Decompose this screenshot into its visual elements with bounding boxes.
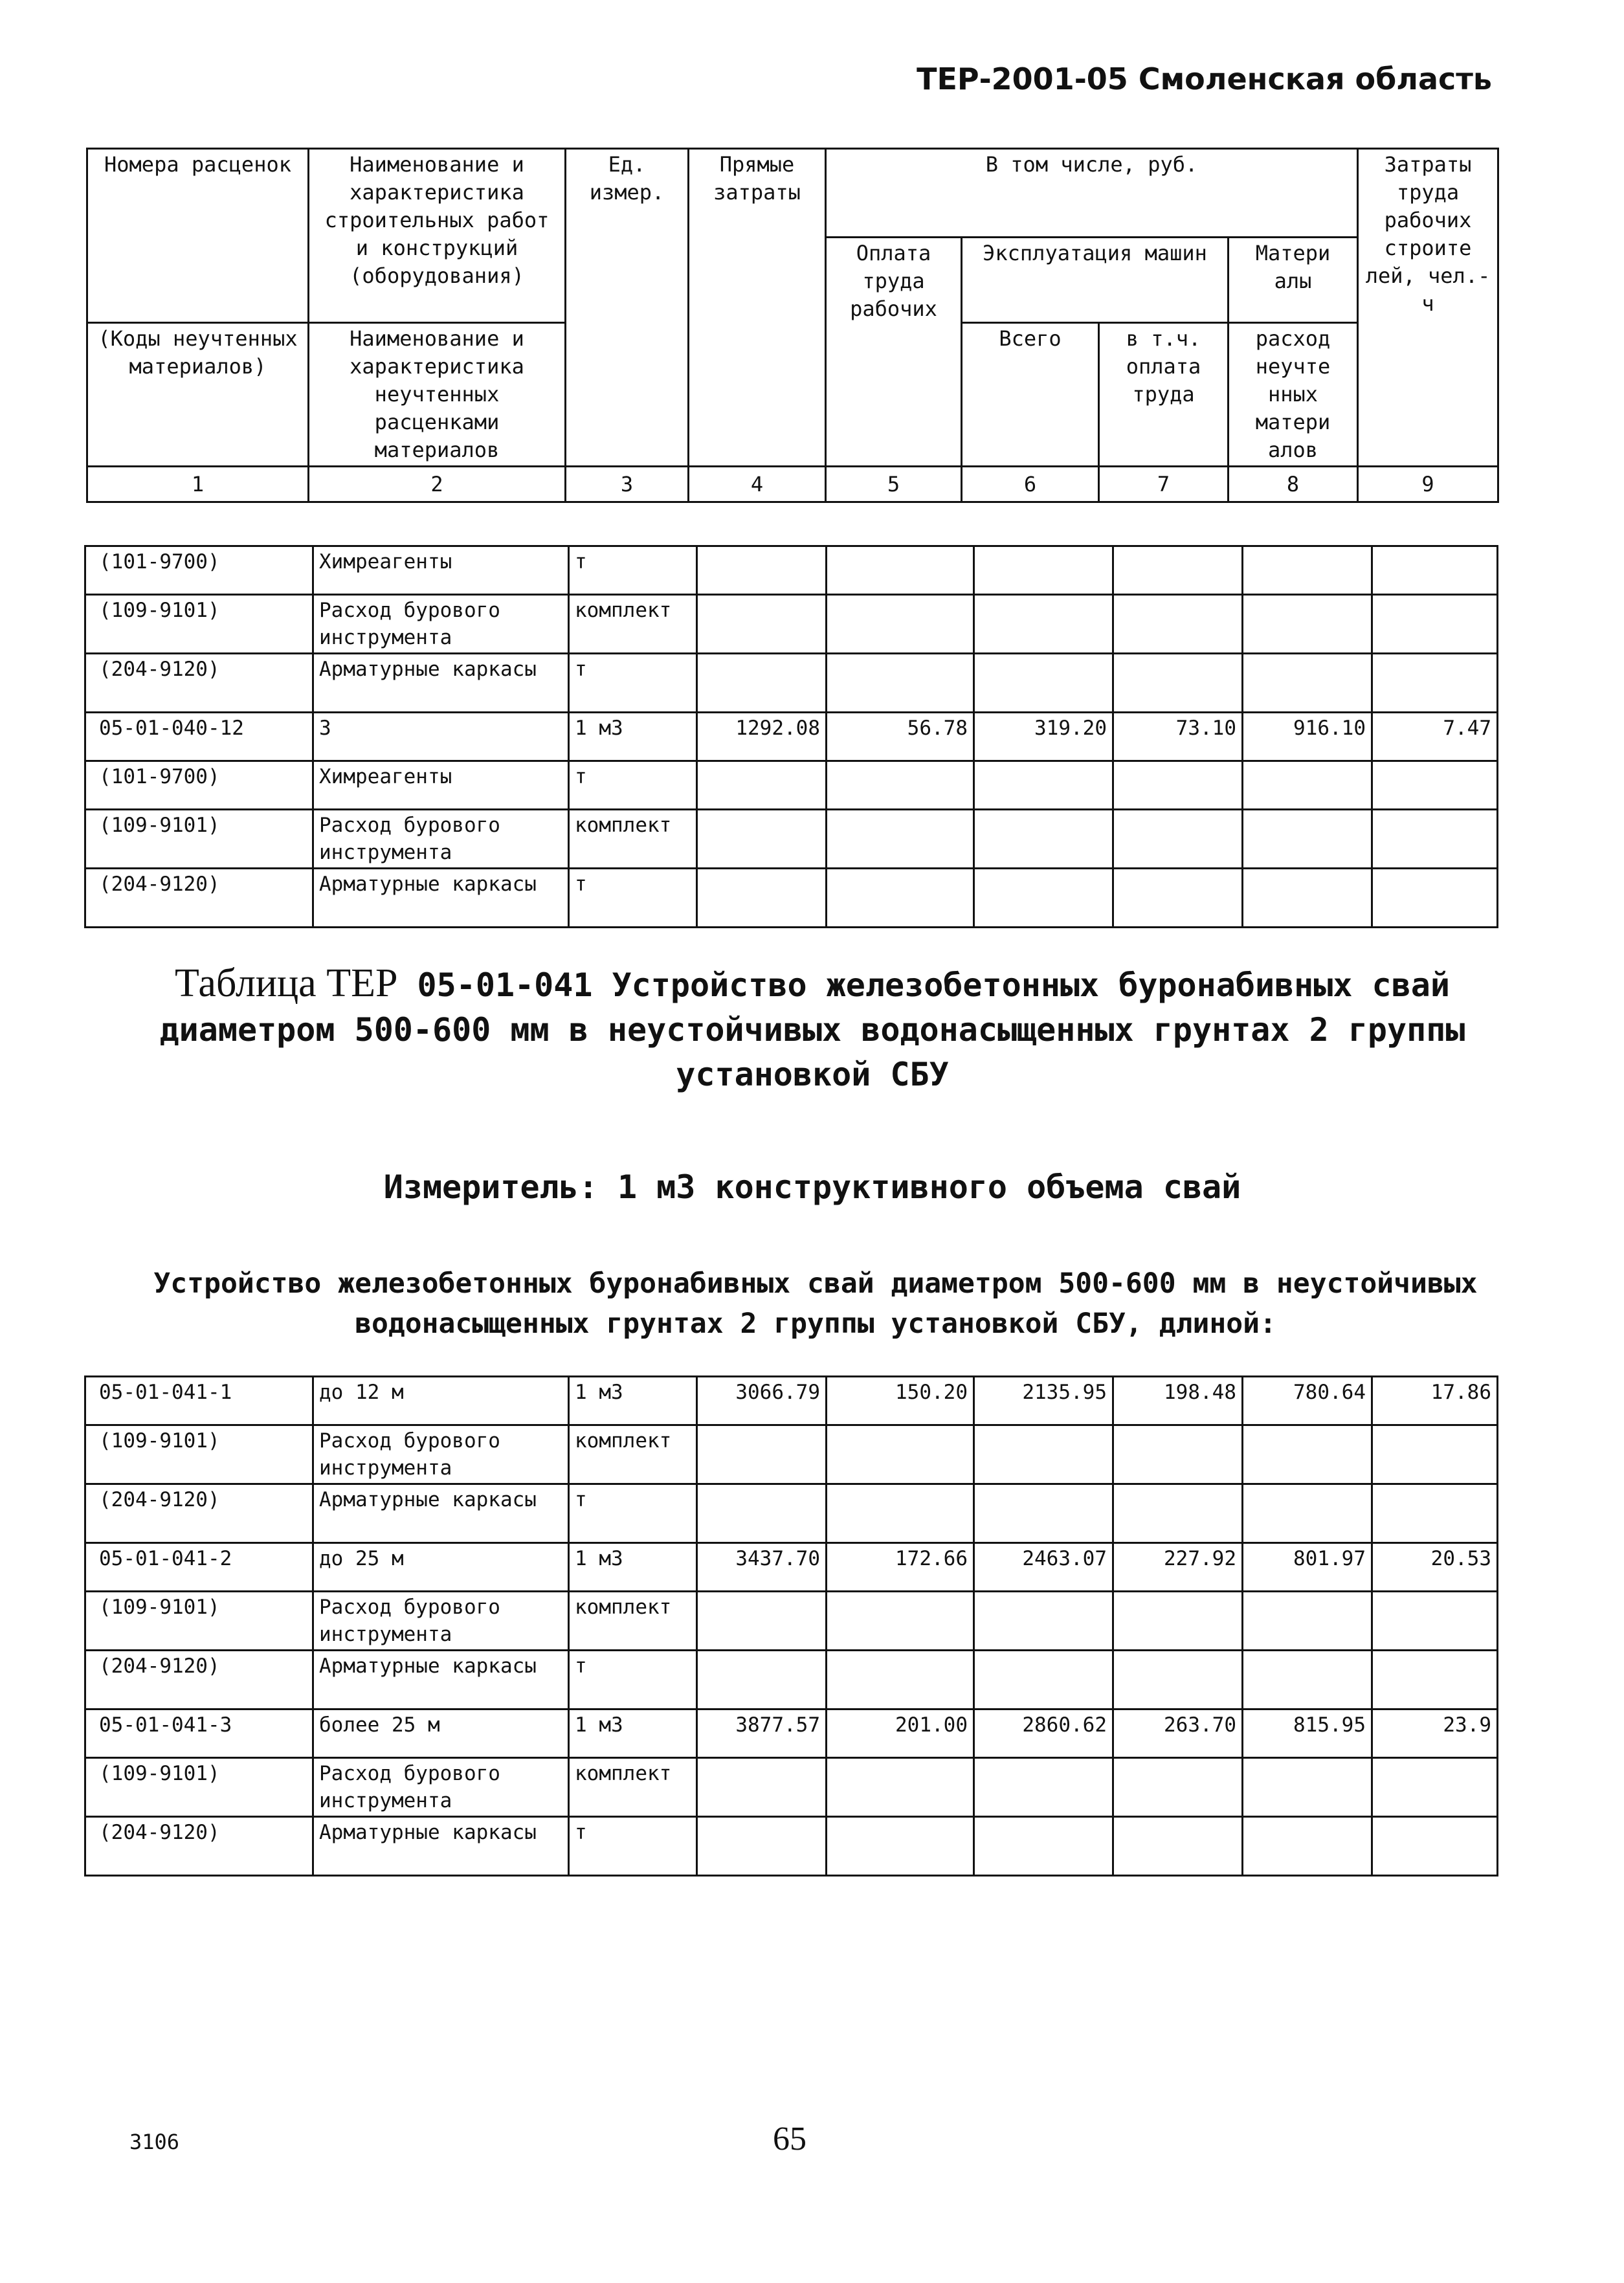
cost-value bbox=[697, 1651, 827, 1709]
cost-value bbox=[697, 1592, 827, 1651]
cost-value bbox=[1372, 1484, 1498, 1543]
rate-code: 05-01-040-12 bbox=[85, 713, 313, 761]
cost-value: 263.70 bbox=[1113, 1709, 1243, 1758]
rate-code: 05-01-041-2 bbox=[85, 1543, 313, 1592]
measurement-unit: Измеритель: 1 м3 конструктивного объема свай bbox=[383, 1168, 1241, 1206]
rate-code: (109-9101) bbox=[85, 1425, 313, 1484]
cost-value bbox=[827, 654, 974, 713]
item-unit: комплект bbox=[569, 1425, 697, 1484]
item-name: Расход бурового инструмента bbox=[313, 810, 569, 869]
cost-value bbox=[974, 1592, 1113, 1651]
cost-value bbox=[1372, 1758, 1498, 1817]
cost-value bbox=[974, 1758, 1113, 1817]
cost-value bbox=[697, 810, 827, 869]
item-name: Арматурные каркасы bbox=[313, 1651, 569, 1709]
item-unit: т bbox=[569, 1484, 697, 1543]
cost-value bbox=[974, 654, 1113, 713]
item-unit: комплект bbox=[569, 1758, 697, 1817]
column-number: 6 bbox=[962, 467, 1099, 502]
cost-value bbox=[1113, 595, 1243, 654]
cost-value bbox=[974, 761, 1113, 810]
table-row bbox=[85, 713, 1498, 761]
item-name: Арматурные каркасы bbox=[313, 869, 569, 928]
rates-table-040 bbox=[84, 545, 1498, 928]
header-machine-labor: в т.ч. оплата труда bbox=[1099, 323, 1229, 467]
column-number: 3 bbox=[566, 467, 689, 502]
item-name: Расход бурового инструмента bbox=[313, 595, 569, 654]
cost-value bbox=[1372, 1592, 1498, 1651]
item-unit: т bbox=[569, 1651, 697, 1709]
item-unit: т bbox=[569, 869, 697, 928]
cost-value: 3066.79 bbox=[697, 1377, 827, 1425]
table-row bbox=[85, 869, 1498, 928]
header-including-group: В том числе, руб. bbox=[826, 149, 1358, 238]
cost-value bbox=[827, 595, 974, 654]
rate-code: 05-01-041-3 bbox=[85, 1709, 313, 1758]
item-name: 3 bbox=[313, 713, 569, 761]
table-row bbox=[85, 1817, 1498, 1876]
table-row bbox=[85, 761, 1498, 810]
cost-value bbox=[1243, 1651, 1372, 1709]
item-name: до 25 м bbox=[313, 1543, 569, 1592]
header-direct-costs: Прямые затраты bbox=[689, 149, 826, 467]
column-number: 8 bbox=[1229, 467, 1358, 502]
cost-value bbox=[1243, 761, 1372, 810]
cost-value bbox=[1372, 654, 1498, 713]
cost-value bbox=[697, 1758, 827, 1817]
item-unit: 1 м3 bbox=[569, 1377, 697, 1425]
cost-value bbox=[827, 761, 974, 810]
cost-value: 150.20 bbox=[827, 1377, 974, 1425]
cost-value bbox=[974, 1651, 1113, 1709]
cost-value bbox=[827, 810, 974, 869]
cost-value bbox=[1113, 1484, 1243, 1543]
cost-value bbox=[974, 595, 1113, 654]
cost-value bbox=[1243, 654, 1372, 713]
cost-value: 3877.57 bbox=[697, 1709, 827, 1758]
cost-value: 20.53 bbox=[1372, 1543, 1498, 1592]
column-number: 9 bbox=[1358, 467, 1498, 502]
table-row bbox=[85, 1425, 1498, 1484]
rate-code: (204-9120) bbox=[85, 869, 313, 928]
cost-value: 815.95 bbox=[1243, 1709, 1372, 1758]
cost-value bbox=[1113, 1592, 1243, 1651]
cost-value bbox=[827, 1425, 974, 1484]
cost-value bbox=[1372, 1651, 1498, 1709]
table-row bbox=[85, 546, 1498, 595]
cost-value bbox=[1113, 1425, 1243, 1484]
table-title bbox=[97, 961, 1528, 1097]
cost-value bbox=[974, 810, 1113, 869]
item-unit: 1 м3 bbox=[569, 713, 697, 761]
header-labor-hours: Затраты труда рабочих строите лей, чел.-ч bbox=[1358, 149, 1498, 467]
header-work-name: Наименование и характеристика строительных работ и конструкций (оборудования) bbox=[309, 149, 566, 323]
cost-value bbox=[1372, 1425, 1498, 1484]
table-row bbox=[85, 1651, 1498, 1709]
cost-value: 23.9 bbox=[1372, 1709, 1498, 1758]
rate-code: (204-9120) bbox=[85, 654, 313, 713]
cost-value bbox=[974, 1817, 1113, 1876]
column-number: 7 bbox=[1099, 467, 1229, 502]
cost-value bbox=[974, 1425, 1113, 1484]
cost-value: 1292.08 bbox=[697, 713, 827, 761]
cost-value bbox=[827, 1651, 974, 1709]
cost-value bbox=[1243, 1592, 1372, 1651]
item-unit: т bbox=[569, 1817, 697, 1876]
cost-value bbox=[697, 595, 827, 654]
cost-value bbox=[697, 654, 827, 713]
cost-value bbox=[1243, 810, 1372, 869]
item-unit: 1 м3 bbox=[569, 1543, 697, 1592]
item-unit: комплект bbox=[569, 1592, 697, 1651]
cost-value bbox=[827, 1817, 974, 1876]
cost-value: 73.10 bbox=[1113, 713, 1243, 761]
cost-value bbox=[1113, 1758, 1243, 1817]
table-row bbox=[85, 595, 1498, 654]
cost-value bbox=[1113, 1651, 1243, 1709]
cost-value: 780.64 bbox=[1243, 1377, 1372, 1425]
cost-value bbox=[697, 869, 827, 928]
cost-value: 916.10 bbox=[1243, 713, 1372, 761]
item-unit: комплект bbox=[569, 595, 697, 654]
item-name: Расход бурового инструмента bbox=[313, 1758, 569, 1817]
header-unit: Ед. измер. bbox=[566, 149, 689, 467]
item-name: Арматурные каркасы bbox=[313, 654, 569, 713]
cost-value bbox=[827, 1758, 974, 1817]
cost-value bbox=[1243, 869, 1372, 928]
rate-code: (204-9120) bbox=[85, 1484, 313, 1543]
cost-value bbox=[1372, 546, 1498, 595]
cost-value bbox=[827, 1484, 974, 1543]
column-number: 4 bbox=[689, 467, 826, 502]
table-row bbox=[85, 654, 1498, 713]
rate-code: (101-9700) bbox=[85, 546, 313, 595]
header-worker-pay: Оплата труда рабочих bbox=[826, 238, 962, 467]
item-name: Арматурные каркасы bbox=[313, 1817, 569, 1876]
cost-value: 3437.70 bbox=[697, 1543, 827, 1592]
cost-value bbox=[1113, 546, 1243, 595]
group-description: Устройство железобетонных буронабивных свай диаметром 500-600 мм в неустойчивых водонасыщенных грунтах 2 группы установкой СБУ, длиной: bbox=[153, 1267, 1478, 1340]
cost-value: 17.86 bbox=[1372, 1377, 1498, 1425]
cost-value bbox=[1243, 1758, 1372, 1817]
table-row bbox=[85, 1484, 1498, 1543]
cost-value bbox=[1113, 761, 1243, 810]
rate-code: (109-9101) bbox=[85, 595, 313, 654]
column-number: 2 bbox=[309, 467, 566, 502]
item-name: более 25 м bbox=[313, 1709, 569, 1758]
table-row bbox=[85, 1758, 1498, 1817]
table-title-prefix: Таблица ТЕР bbox=[175, 961, 398, 1005]
rates-table-041 bbox=[84, 1375, 1498, 1877]
cost-value: 2860.62 bbox=[974, 1709, 1113, 1758]
rate-code: (204-9120) bbox=[85, 1817, 313, 1876]
cost-value: 201.00 bbox=[827, 1709, 974, 1758]
cost-value: 2135.95 bbox=[974, 1377, 1113, 1425]
cost-value bbox=[827, 869, 974, 928]
cost-value: 227.92 bbox=[1113, 1543, 1243, 1592]
item-name: Расход бурового инструмента bbox=[313, 1592, 569, 1651]
header-unaccounted-materials: расход неучте нных матери алов bbox=[1229, 323, 1358, 467]
item-name: Расход бурового инструмента bbox=[313, 1425, 569, 1484]
cost-value bbox=[697, 1425, 827, 1484]
table-row bbox=[85, 1592, 1498, 1651]
rate-code: (109-9101) bbox=[85, 1592, 313, 1651]
cost-value: 198.48 bbox=[1113, 1377, 1243, 1425]
cost-value bbox=[1113, 654, 1243, 713]
item-unit: комплект bbox=[569, 810, 697, 869]
item-unit: т bbox=[569, 654, 697, 713]
cost-value: 2463.07 bbox=[974, 1543, 1113, 1592]
cost-value bbox=[697, 546, 827, 595]
column-number: 1 bbox=[87, 467, 309, 502]
header-machine-operation: Эксплуатация машин bbox=[962, 238, 1229, 323]
table-title-text: 05-01-041 Устройство железобетонных буронабивных свай диаметром 500-600 мм в неустойчивых водонасыщенных грунтах 2 группы установкой СБУ bbox=[159, 966, 1465, 1093]
header-rate-number: Номера расценок bbox=[87, 149, 309, 323]
item-unit: 1 м3 bbox=[569, 1709, 697, 1758]
rate-code: (204-9120) bbox=[85, 1651, 313, 1709]
cost-value bbox=[974, 869, 1113, 928]
cost-value bbox=[1372, 1817, 1498, 1876]
cost-value bbox=[1372, 810, 1498, 869]
item-name: Арматурные каркасы bbox=[313, 1484, 569, 1543]
cost-value bbox=[1113, 869, 1243, 928]
cost-value: 172.66 bbox=[827, 1543, 974, 1592]
cost-value bbox=[1372, 761, 1498, 810]
cost-value: 801.97 bbox=[1243, 1543, 1372, 1592]
rate-code: (109-9101) bbox=[85, 1758, 313, 1817]
cost-value bbox=[1243, 1425, 1372, 1484]
header-material-codes: (Коды неучтенных материалов) bbox=[87, 323, 309, 467]
item-unit: т bbox=[569, 546, 697, 595]
running-header: ТЕР-2001-05 Смоленская область bbox=[917, 61, 1492, 96]
cost-value bbox=[1372, 869, 1498, 928]
page-number: 65 bbox=[773, 2121, 806, 2157]
cost-value bbox=[1113, 1817, 1243, 1876]
cost-value: 7.47 bbox=[1372, 713, 1498, 761]
cost-value: 56.78 bbox=[827, 713, 974, 761]
footer-code: 3106 bbox=[129, 2130, 180, 2154]
rate-code: 05-01-041-1 bbox=[85, 1377, 313, 1425]
cost-value bbox=[1243, 1817, 1372, 1876]
cost-value bbox=[697, 1817, 827, 1876]
cost-value bbox=[974, 1484, 1113, 1543]
rate-code: (109-9101) bbox=[85, 810, 313, 869]
cost-value bbox=[1243, 595, 1372, 654]
table-row bbox=[85, 1709, 1498, 1758]
cost-value bbox=[827, 546, 974, 595]
cost-value bbox=[974, 546, 1113, 595]
column-number: 5 bbox=[826, 467, 962, 502]
table-row bbox=[85, 1543, 1498, 1592]
table-row bbox=[85, 1377, 1498, 1425]
rate-code: (101-9700) bbox=[85, 761, 313, 810]
header-materials: Матери алы bbox=[1229, 238, 1358, 323]
header-material-names: Наименование и характеристика неучтенных расценками материалов bbox=[309, 323, 566, 467]
table-row bbox=[85, 810, 1498, 869]
cost-value bbox=[1243, 1484, 1372, 1543]
cost-value bbox=[697, 761, 827, 810]
header-machine-total: Всего bbox=[962, 323, 1099, 467]
cost-value bbox=[1113, 810, 1243, 869]
cost-value bbox=[697, 1484, 827, 1543]
item-name: до 12 м bbox=[313, 1377, 569, 1425]
item-unit: т bbox=[569, 761, 697, 810]
cost-value bbox=[827, 1592, 974, 1651]
item-name: Химреагенты bbox=[313, 761, 569, 810]
cost-value bbox=[1243, 546, 1372, 595]
item-name: Химреагенты bbox=[313, 546, 569, 595]
column-header-table bbox=[86, 148, 1499, 503]
cost-value bbox=[1372, 595, 1498, 654]
cost-value: 319.20 bbox=[974, 713, 1113, 761]
